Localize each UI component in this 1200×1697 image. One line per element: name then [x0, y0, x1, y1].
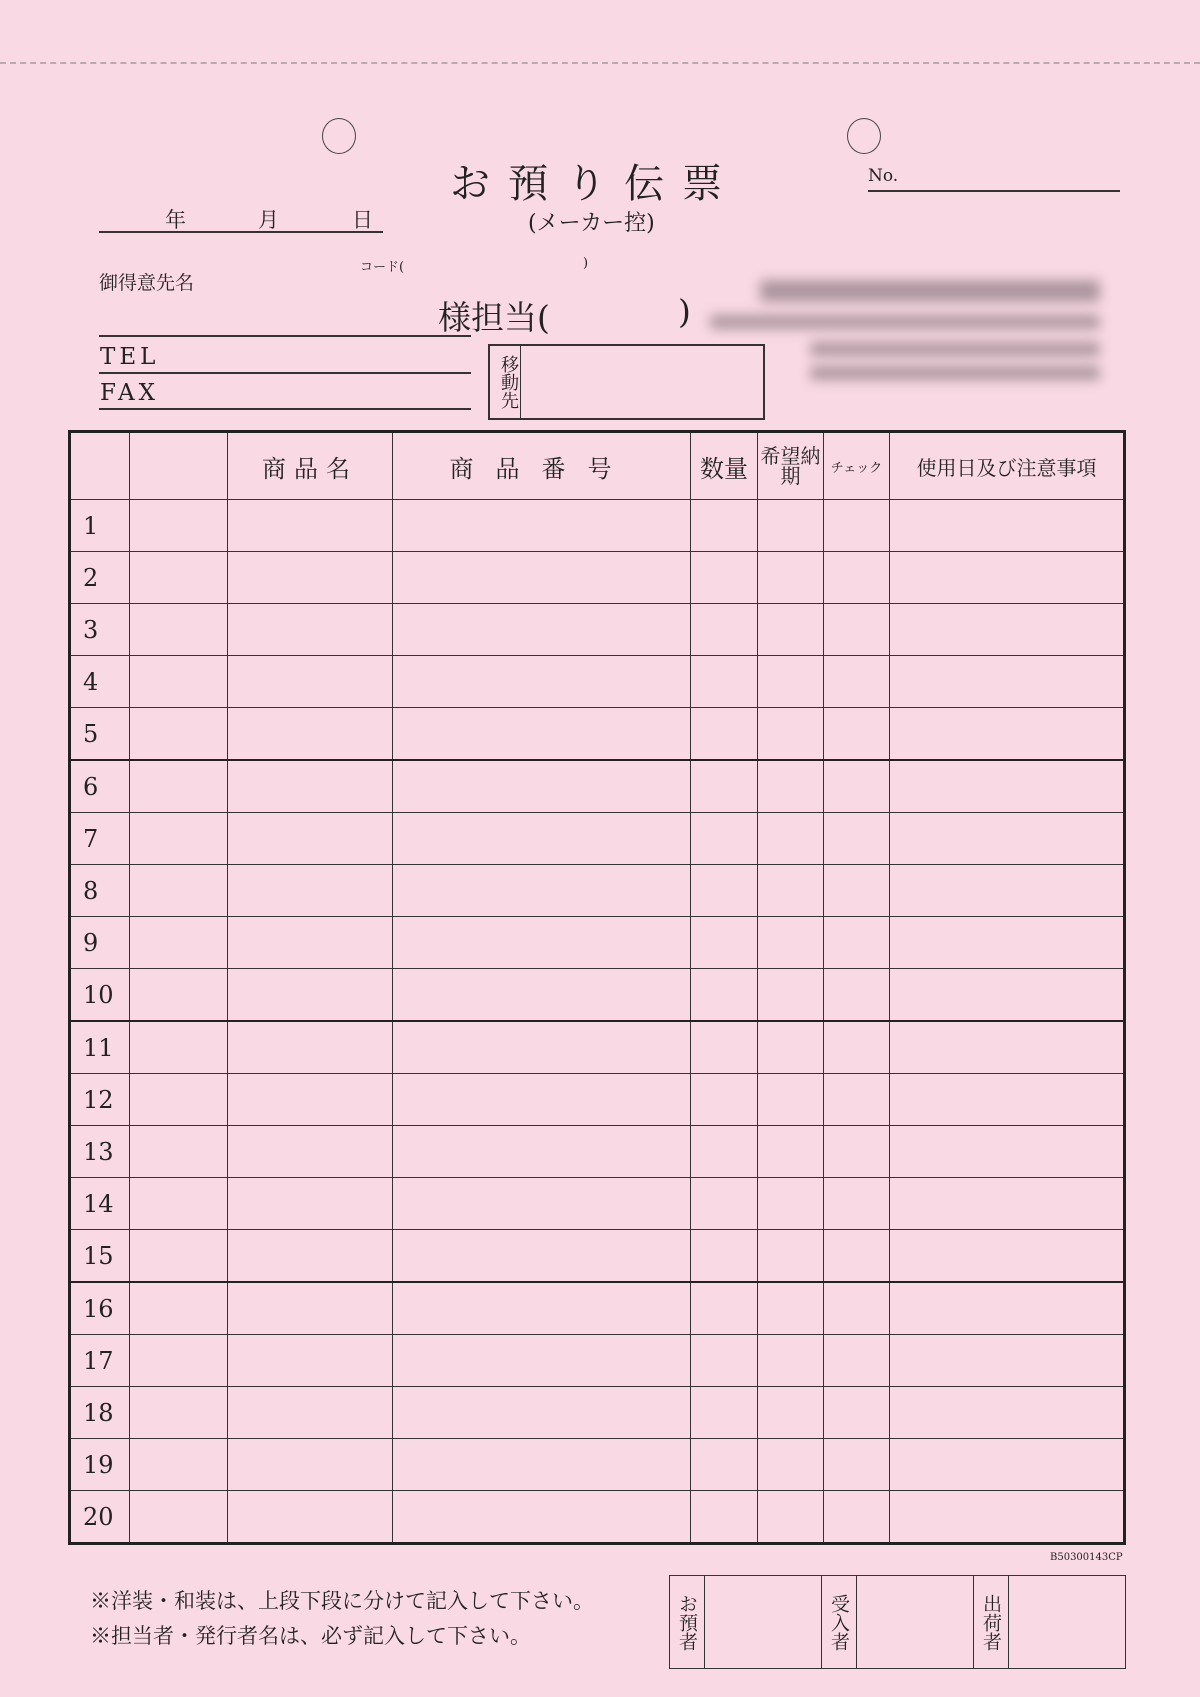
table-row [70, 1126, 1125, 1178]
table-cell[interactable] [691, 1126, 758, 1178]
table-cell[interactable] [393, 969, 691, 1022]
note-1: ※洋装・和装は、上段下段に分けて記入して下さい。 [90, 1589, 594, 1613]
table-cell[interactable] [758, 656, 824, 708]
table-cell[interactable] [758, 1230, 824, 1283]
column-header: 商品名 [228, 432, 393, 500]
column-header [70, 432, 130, 500]
signature-field-shipper[interactable] [1009, 1576, 1126, 1669]
table-cell[interactable] [228, 969, 393, 1022]
row-number: 11 [70, 1021, 130, 1074]
table-row [70, 1230, 1125, 1283]
table-cell[interactable] [691, 708, 758, 761]
table-cell[interactable] [824, 656, 890, 708]
table-cell[interactable] [758, 1335, 824, 1387]
table-cell[interactable] [758, 1178, 824, 1230]
signature-label-receiver: 受入者 [822, 1576, 857, 1669]
table-cell[interactable] [691, 500, 758, 552]
table-row [70, 552, 1125, 604]
table-cell[interactable] [228, 708, 393, 761]
fax-label: FAX [100, 380, 159, 406]
table-cell[interactable] [824, 604, 890, 656]
table-cell[interactable] [393, 1335, 691, 1387]
table-cell[interactable] [758, 552, 824, 604]
signature-label-shipper: 出荷者 [974, 1576, 1009, 1669]
table-cell[interactable] [758, 813, 824, 865]
table-cell[interactable] [130, 760, 228, 813]
table-cell[interactable] [890, 865, 1125, 917]
table-cell[interactable] [393, 708, 691, 761]
table-row [70, 1074, 1125, 1126]
table-cell[interactable] [824, 552, 890, 604]
table-row [70, 708, 1125, 761]
table-cell[interactable] [130, 1021, 228, 1074]
table-cell[interactable] [393, 1439, 691, 1491]
column-header: 希望納期 [758, 432, 824, 500]
table-row [70, 1178, 1125, 1230]
table-cell[interactable] [130, 1230, 228, 1283]
table-cell[interactable] [393, 1387, 691, 1439]
form-code: B50300143CP [1050, 1552, 1123, 1563]
table-cell[interactable] [758, 1439, 824, 1491]
table-cell[interactable] [890, 1491, 1125, 1544]
table-cell[interactable] [691, 917, 758, 969]
table-cell[interactable] [824, 500, 890, 552]
table-cell[interactable] [758, 1074, 824, 1126]
table-cell[interactable] [228, 1335, 393, 1387]
table-row [70, 1282, 1125, 1335]
table-cell[interactable] [691, 1335, 758, 1387]
table-cell[interactable] [824, 813, 890, 865]
table-cell[interactable] [890, 1282, 1125, 1335]
table-cell[interactable] [824, 1178, 890, 1230]
table-cell[interactable] [890, 552, 1125, 604]
table-cell[interactable] [691, 1387, 758, 1439]
table-cell[interactable] [824, 1074, 890, 1126]
tel-field[interactable] [99, 372, 471, 374]
row-number: 18 [70, 1387, 130, 1439]
row-number: 16 [70, 1282, 130, 1335]
table-cell[interactable] [228, 1126, 393, 1178]
date-day: 日 [352, 208, 373, 232]
row-number: 13 [70, 1126, 130, 1178]
table-cell[interactable] [130, 1178, 228, 1230]
table-cell[interactable] [691, 865, 758, 917]
table-cell[interactable] [890, 1335, 1125, 1387]
table-cell[interactable] [228, 604, 393, 656]
table-cell[interactable] [393, 1282, 691, 1335]
table-cell[interactable] [228, 552, 393, 604]
table-cell[interactable] [393, 500, 691, 552]
table-cell[interactable] [228, 1387, 393, 1439]
table-row [70, 1387, 1125, 1439]
signature-table [669, 1575, 1126, 1669]
signature-field-depositor[interactable] [705, 1576, 822, 1669]
table-cell[interactable] [691, 813, 758, 865]
table-cell[interactable] [691, 1021, 758, 1074]
row-number: 4 [70, 656, 130, 708]
table-cell[interactable] [130, 708, 228, 761]
table-cell[interactable] [130, 604, 228, 656]
row-number: 6 [70, 760, 130, 813]
row-number: 7 [70, 813, 130, 865]
table-cell[interactable] [824, 1282, 890, 1335]
table-cell[interactable] [824, 1491, 890, 1544]
note-2: ※担当者・発行者名は、必ず記入して下さい。 [90, 1624, 531, 1648]
signature-label-depositor: お預者 [670, 1576, 705, 1669]
column-header: 使用日及び注意事項 [890, 432, 1125, 500]
number-field[interactable] [868, 190, 1120, 192]
table-cell[interactable] [228, 760, 393, 813]
table-cell[interactable] [228, 500, 393, 552]
table-cell[interactable] [758, 500, 824, 552]
honorific-contact-label: 様担当( [438, 298, 550, 337]
table-cell[interactable] [691, 1491, 758, 1544]
table-cell[interactable] [393, 1074, 691, 1126]
row-number: 2 [70, 552, 130, 604]
code-close: ) [583, 256, 589, 271]
table-cell[interactable] [393, 1491, 691, 1544]
date-field[interactable] [99, 231, 383, 233]
row-number: 12 [70, 1074, 130, 1126]
table-cell[interactable] [228, 813, 393, 865]
table-row [70, 1335, 1125, 1387]
row-number: 17 [70, 1335, 130, 1387]
table-row [70, 1021, 1125, 1074]
table-cell[interactable] [130, 1282, 228, 1335]
table-cell[interactable] [228, 1178, 393, 1230]
row-number: 9 [70, 917, 130, 969]
code-label: コード( [360, 260, 405, 275]
table-cell[interactable] [824, 1335, 890, 1387]
table-cell[interactable] [824, 1439, 890, 1491]
table-cell[interactable] [758, 917, 824, 969]
table-cell[interactable] [130, 865, 228, 917]
table-cell[interactable] [393, 760, 691, 813]
table-cell[interactable] [130, 1491, 228, 1544]
table-cell[interactable] [228, 865, 393, 917]
table-row [70, 1439, 1125, 1491]
table-cell[interactable] [890, 1126, 1125, 1178]
table-cell[interactable] [691, 656, 758, 708]
customer-name-field[interactable] [99, 335, 471, 337]
date-month: 月 [258, 208, 279, 232]
form-subtitle: (メーカー控) [528, 211, 655, 236]
table-cell[interactable] [130, 1335, 228, 1387]
table-cell[interactable] [824, 708, 890, 761]
table-cell[interactable] [393, 917, 691, 969]
table-row [70, 813, 1125, 865]
table-cell[interactable] [130, 552, 228, 604]
contact-close: ) [678, 292, 691, 331]
table-cell[interactable] [130, 1074, 228, 1126]
table-cell[interactable] [130, 969, 228, 1022]
table-cell[interactable] [691, 1074, 758, 1126]
table-cell[interactable] [691, 604, 758, 656]
row-number: 3 [70, 604, 130, 656]
table-cell[interactable] [130, 1439, 228, 1491]
row-number: 14 [70, 1178, 130, 1230]
table-cell[interactable] [758, 1491, 824, 1544]
table-cell[interactable] [393, 1126, 691, 1178]
table-cell[interactable] [130, 1126, 228, 1178]
signature-field-receiver[interactable] [857, 1576, 974, 1669]
table-cell[interactable] [691, 969, 758, 1022]
number-label: No. [868, 166, 899, 186]
table-row [70, 1491, 1125, 1544]
table-cell[interactable] [758, 1282, 824, 1335]
table-cell[interactable] [228, 656, 393, 708]
row-number: 20 [70, 1491, 130, 1544]
table-cell[interactable] [228, 1282, 393, 1335]
row-number: 5 [70, 708, 130, 761]
table-row [70, 656, 1125, 708]
table-cell[interactable] [890, 1230, 1125, 1283]
punch-hole-left [322, 118, 356, 154]
table-cell[interactable] [758, 604, 824, 656]
column-header: チェック [824, 432, 890, 500]
company-stamp-blurred [700, 270, 1100, 390]
table-cell[interactable] [890, 760, 1125, 813]
table-cell[interactable] [691, 760, 758, 813]
table-cell[interactable] [890, 1074, 1125, 1126]
perforation-line [0, 62, 1200, 64]
punch-hole-right [847, 118, 881, 154]
table-cell[interactable] [228, 1439, 393, 1491]
table-cell[interactable] [228, 1021, 393, 1074]
row-number: 15 [70, 1230, 130, 1283]
table-cell[interactable] [890, 813, 1125, 865]
table-cell[interactable] [758, 1126, 824, 1178]
table-cell[interactable] [890, 604, 1125, 656]
transfer-label: 移動先 [490, 346, 521, 418]
table-cell[interactable] [393, 552, 691, 604]
items-table [68, 430, 1126, 1545]
table-cell[interactable] [393, 1021, 691, 1074]
table-cell[interactable] [758, 1021, 824, 1074]
table-cell[interactable] [824, 760, 890, 813]
table-cell[interactable] [393, 656, 691, 708]
fax-field[interactable] [99, 408, 471, 410]
table-row [70, 917, 1125, 969]
table-cell[interactable] [228, 1230, 393, 1283]
table-cell[interactable] [890, 1178, 1125, 1230]
table-header-row [70, 432, 1125, 500]
table-cell[interactable] [691, 1439, 758, 1491]
table-cell[interactable] [130, 500, 228, 552]
table-cell[interactable] [824, 1126, 890, 1178]
table-cell[interactable] [393, 604, 691, 656]
table-cell[interactable] [824, 917, 890, 969]
table-cell[interactable] [824, 969, 890, 1022]
column-header: 数量 [691, 432, 758, 500]
column-header [130, 432, 228, 500]
table-cell[interactable] [130, 917, 228, 969]
table-row [70, 969, 1125, 1022]
table-row [70, 604, 1125, 656]
row-number: 8 [70, 865, 130, 917]
table-cell[interactable] [393, 813, 691, 865]
table-cell[interactable] [130, 1387, 228, 1439]
table-cell[interactable] [228, 917, 393, 969]
date-year: 年 [165, 208, 186, 232]
column-header: 商品番号 [393, 432, 691, 500]
table-cell[interactable] [691, 1178, 758, 1230]
table-cell[interactable] [758, 760, 824, 813]
table-cell[interactable] [758, 708, 824, 761]
form-title: お預り伝票 [450, 161, 740, 207]
table-cell[interactable] [228, 1074, 393, 1126]
table-cell[interactable] [228, 1491, 393, 1544]
table-cell[interactable] [393, 865, 691, 917]
tel-label: TEL [100, 344, 160, 370]
table-cell[interactable] [758, 865, 824, 917]
table-row [70, 760, 1125, 813]
table-cell[interactable] [824, 1021, 890, 1074]
table-cell[interactable] [890, 969, 1125, 1022]
table-cell[interactable] [393, 1230, 691, 1283]
table-cell[interactable] [758, 969, 824, 1022]
table-cell[interactable] [890, 708, 1125, 761]
table-cell[interactable] [824, 865, 890, 917]
row-number: 19 [70, 1439, 130, 1491]
table-row [70, 500, 1125, 552]
table-cell[interactable] [393, 1178, 691, 1230]
table-cell[interactable] [824, 1387, 890, 1439]
table-cell[interactable] [890, 500, 1125, 552]
table-cell[interactable] [890, 1439, 1125, 1491]
table-cell[interactable] [890, 1021, 1125, 1074]
table-cell[interactable] [890, 1387, 1125, 1439]
row-number: 10 [70, 969, 130, 1022]
table-row [70, 865, 1125, 917]
table-cell[interactable] [890, 917, 1125, 969]
table-cell[interactable] [758, 1387, 824, 1439]
table-cell[interactable] [824, 1230, 890, 1283]
table-cell[interactable] [890, 656, 1125, 708]
row-number: 1 [70, 500, 130, 552]
table-cell[interactable] [691, 552, 758, 604]
table-cell[interactable] [691, 1282, 758, 1335]
table-cell[interactable] [130, 813, 228, 865]
table-cell[interactable] [691, 1230, 758, 1283]
customer-label: 御得意先名 [99, 272, 195, 294]
table-cell[interactable] [130, 656, 228, 708]
